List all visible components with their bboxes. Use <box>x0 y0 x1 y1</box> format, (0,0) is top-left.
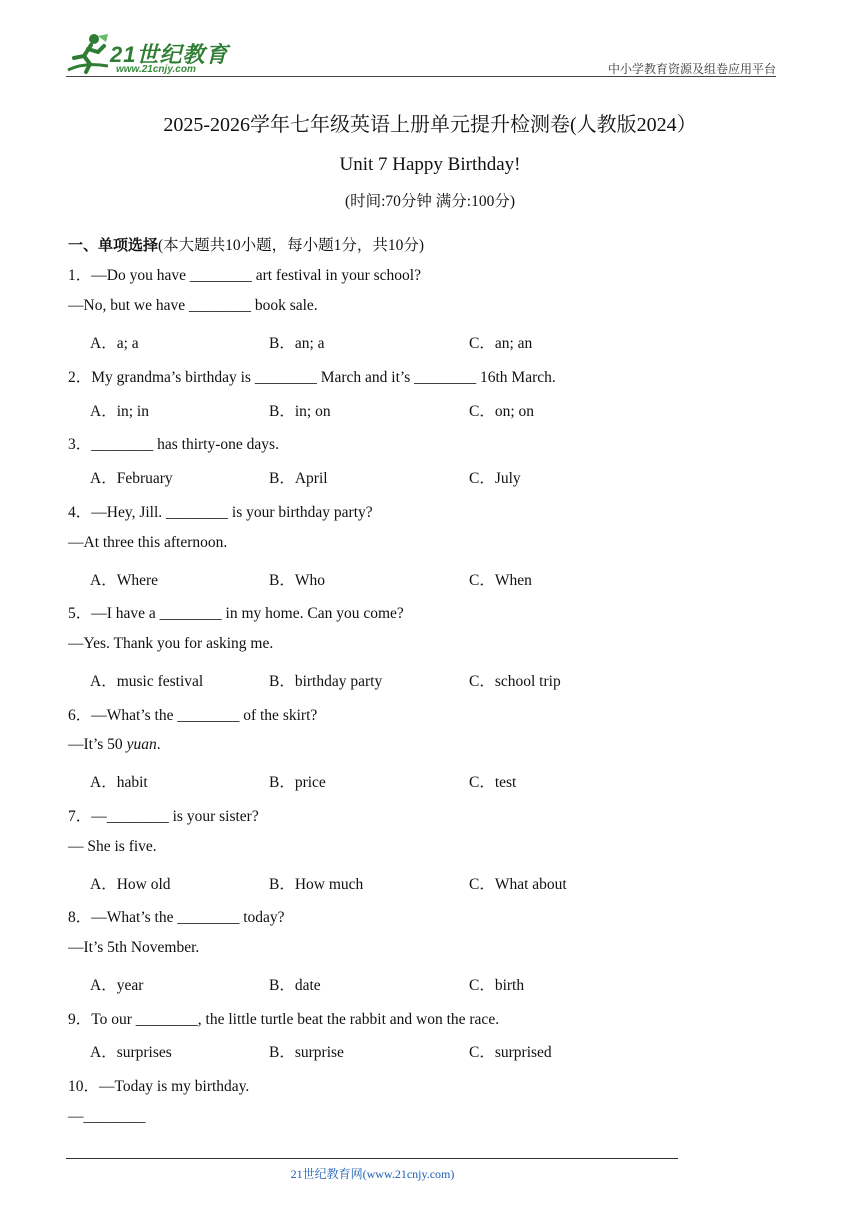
option-a: A．a; a <box>90 335 139 352</box>
question-line: 8．—What’s the ________ today? <box>68 909 285 926</box>
section-note: (本大题共10小题，每小题1分，共10分) <box>158 237 425 254</box>
runner-logo-icon <box>64 32 112 76</box>
site-logo <box>64 32 234 78</box>
section-label: 一、单项选择 <box>68 236 159 254</box>
question-line: 1．—Do you have ________ art festival in your school? <box>68 267 421 284</box>
option-c: C．birth <box>469 977 525 994</box>
answer-line: —At three this afternoon. <box>68 534 228 551</box>
option-c: C．July <box>469 470 521 487</box>
option-c: C．What about <box>469 876 567 893</box>
page-header <box>0 0 860 80</box>
option-c: C．on; on <box>469 403 535 420</box>
question-line: 6．—What’s the ________ of the skirt? <box>68 707 318 724</box>
option-b: B．How much <box>269 876 364 893</box>
answer-line: — She is five. <box>68 838 157 855</box>
unit-title: Unit 7 Happy Birthday! <box>339 154 521 175</box>
option-a: A．in; in <box>90 403 149 420</box>
option-c: C．an; an <box>469 335 533 352</box>
footer-text: 21世纪教育网(www.21cnjy.com) <box>290 1167 455 1181</box>
answer-line: —No, but we have ________ book sale. <box>68 297 318 314</box>
question-line: 5．—I have a ________ in my home. Can you come? <box>68 605 404 622</box>
option-c: C．test <box>469 774 517 791</box>
question-line: 9．To our ________, the little turtle beat the rabbit and won the race. <box>68 1011 500 1028</box>
option-a: A．Where <box>90 572 158 589</box>
option-b: B．an; a <box>269 335 325 352</box>
option-b: B．Who <box>269 572 325 589</box>
option-a: A．surprises <box>90 1044 172 1061</box>
question-line: 10．—Today is my birthday. <box>68 1078 250 1095</box>
option-c: C．When <box>469 572 532 589</box>
answer-line: —________ <box>68 1108 146 1125</box>
section-heading <box>68 233 424 255</box>
option-a: A．music festival <box>90 673 204 690</box>
question-line: 2．My grandma’s birthday is ________ March and it’s ________ 16th March. <box>68 369 556 386</box>
question-line: 7．—________ is your sister? <box>68 808 259 825</box>
option-a: A．year <box>90 977 144 994</box>
answer-line: —Yes. Thank you for asking me. <box>68 635 274 652</box>
option-a: A．habit <box>90 774 148 791</box>
footer-divider <box>66 1158 678 1159</box>
answer-line: —It’s 5th November. <box>68 939 200 956</box>
option-b: B．date <box>269 977 321 994</box>
option-c: C．school trip <box>469 673 561 690</box>
option-c: C．surprised <box>469 1044 552 1061</box>
question-line: 3．________ has thirty-one days. <box>68 436 279 453</box>
option-b: B．in; on <box>269 403 331 420</box>
page-title: 2025-2026学年七年级英语上册单元提升检测卷(人教版2024） <box>163 114 697 136</box>
option-b: B．birthday party <box>269 673 383 690</box>
header-divider <box>66 76 776 77</box>
logo-text: 21世纪教育 <box>110 42 229 67</box>
option-b: B．price <box>269 774 326 791</box>
logo-url: www.21cnjy.com <box>116 64 196 75</box>
platform-name: 中小学教育资源及组卷应用平台 <box>607 62 776 76</box>
question-line: 4．—Hey, Jill. ________ is your birthday party? <box>68 504 373 521</box>
option-b: B．surprise <box>269 1044 344 1061</box>
option-a: A．How old <box>90 876 171 893</box>
answer-line: —It’s 50 yuan. <box>68 736 161 753</box>
option-a: A．February <box>90 470 173 487</box>
option-b: B．April <box>269 470 328 487</box>
time-info: (时间:70分钟 满分:100分) <box>344 193 516 210</box>
